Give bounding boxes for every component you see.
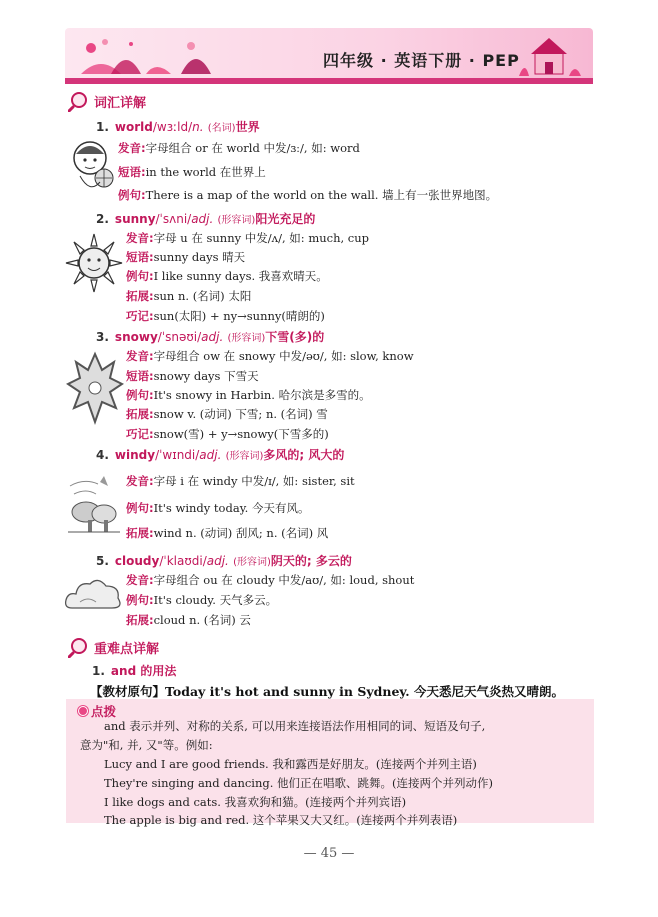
entry-row [118, 140, 360, 156]
row-label: 例句: [126, 388, 154, 402]
entry-title-windy [96, 446, 344, 463]
entry-meaning: 世界 [235, 120, 260, 134]
snowflake-icon [64, 350, 126, 430]
entry-word: world [114, 120, 153, 134]
entry-row [126, 525, 328, 541]
entry-number: 4. [96, 448, 109, 462]
row-label: 例句: [118, 188, 146, 202]
tip-line: Lucy and I are good friends. 我和露西是好朋友。(连接两个并列主语) [104, 757, 477, 771]
point-number: 1. [92, 664, 105, 678]
entry-word: cloudy [114, 554, 160, 568]
point-title [92, 662, 176, 679]
floral-decoration-icon [71, 34, 221, 78]
entry-row [126, 268, 328, 284]
sun-icon [64, 232, 124, 294]
entry-meaning: 阴天的; 多云的 [270, 554, 352, 568]
entry-row [118, 187, 497, 203]
entry-row [126, 500, 309, 516]
header-divider [65, 78, 593, 84]
tip-bullet-icon [78, 706, 88, 716]
entry-number: 2. [96, 212, 109, 226]
row-label: 短语: [126, 369, 154, 383]
page-header-title: 四年级 · 英语下册 · PEP [323, 51, 520, 70]
row-label: 发音: [118, 141, 146, 155]
magnifier-icon [68, 90, 90, 112]
entry-row [126, 473, 355, 489]
entry-row [126, 368, 259, 384]
row-text: 字母 u 在 sunny 中发/ʌ/, 如: much, cup [153, 231, 370, 245]
row-text: It's snowy in Harbin. 哈尔滨是多雪的。 [153, 388, 371, 402]
textbook-source-sentence: 【教材原句】Today it's hot and sunny in Sydney. 今天悉尼天气炎热又晴朗。 [90, 684, 564, 699]
row-label: 例句: [126, 593, 154, 607]
row-label: 巧记: [126, 427, 154, 441]
windy-tree-icon [64, 472, 124, 534]
girl-with-globe-icon [66, 136, 118, 196]
entry-row [126, 348, 414, 364]
key-section-title: 重难点详解 [94, 641, 160, 657]
entry-row [126, 249, 245, 265]
entry-pos: adj. [199, 448, 222, 462]
entry-row [126, 288, 251, 304]
row-text: wind n. (动词) 刮风; n. (名词) 风 [153, 526, 329, 540]
entry-pos: n. [192, 120, 204, 134]
row-label: 例句: [126, 501, 154, 515]
row-text: There is a map of the world on the wall. 墙上有一张世界地图。 [145, 188, 498, 202]
row-text: 字母组合 ow 在 snowy 中发/əʊ/, 如: slow, know [153, 349, 414, 363]
row-label: 拓展: [126, 613, 154, 627]
entry-pos-zh: (形容词) [227, 333, 266, 344]
vocab-section-title: 词汇详解 [94, 95, 147, 111]
entry-pos: adj. [206, 554, 229, 568]
row-label: 短语: [126, 250, 154, 264]
entry-title-cloudy [96, 552, 352, 569]
entry-row [126, 230, 369, 246]
entry-title-snowy [96, 328, 324, 345]
entry-number: 1. [96, 120, 109, 134]
entry-pos-zh: (形容词) [233, 557, 271, 568]
row-label: 拓展: [126, 407, 154, 421]
row-text: 字母组合 or 在 world 中发/ɜː/, 如: word [145, 141, 360, 155]
entry-pos: adj. [201, 330, 224, 344]
entry-word: snowy [114, 330, 158, 344]
entry-title-world [96, 118, 260, 135]
entry-word: sunny [114, 212, 156, 226]
page-number: — 45 — [303, 846, 355, 861]
entry-meaning: 多风的; 风大的 [263, 448, 345, 462]
tip-heading-text: 点拨 [91, 704, 117, 719]
row-text: It's cloudy. 天气多云。 [153, 593, 278, 607]
key-section-heading [68, 636, 159, 658]
entry-pos: adj. [191, 212, 214, 226]
page-header [65, 28, 593, 82]
row-text: sun(太阳) + ny→sunny(晴朗的) [153, 309, 325, 323]
vocab-section-heading [68, 90, 146, 112]
row-text: I like sunny days. 我喜欢晴天。 [153, 269, 328, 283]
entry-title-sunny [96, 210, 315, 227]
entry-number: 3. [96, 330, 109, 344]
row-label: 发音: [126, 231, 154, 245]
entry-row [126, 406, 328, 422]
row-label: 发音: [126, 349, 154, 363]
tip-line: 意为"和, 并, 又"等。例如: [80, 738, 213, 752]
entry-pronunciation: /wɜːld/ [152, 120, 193, 134]
cloud-icon [62, 574, 124, 614]
row-text: sun n. (名词) 太阳 [153, 289, 252, 303]
row-text: in the world 在世界上 [145, 165, 266, 179]
entry-pos-zh: (形容词) [217, 215, 256, 226]
point-title-text: and 的用法 [110, 664, 177, 678]
row-label: 例句: [126, 269, 154, 283]
row-text: snow(雪) + y→snowy(下雪多的) [153, 427, 329, 441]
entry-pronunciation: /ˈwɪndi/ [155, 448, 200, 462]
row-text: sunny days 晴天 [153, 250, 246, 264]
row-text: snowy days 下雪天 [153, 369, 259, 383]
entry-row [126, 572, 414, 588]
magnifier-icon [68, 636, 90, 658]
row-text: snow v. (动词) 下雪; n. (名词) 雪 [153, 407, 328, 421]
tip-line: and 表示并列、对称的关系, 可以用来连接语法作用相同的词、短语及句子, [104, 719, 486, 733]
row-label: 发音: [126, 474, 154, 488]
entry-pos-zh: (形容词) [225, 451, 264, 462]
row-text: 字母 i 在 windy 中发/ɪ/, 如: sister, sit [153, 474, 355, 488]
entry-meaning: 下雪(多)的 [265, 330, 325, 344]
entry-row [126, 426, 329, 442]
row-label: 巧记: [126, 309, 154, 323]
tip-line: The apple is big and red. 这个苹果又大又红。(连接两个并列表语) [104, 813, 458, 827]
tip-line: They're singing and dancing. 他们正在唱歌、跳舞。(连接两个并列动作) [104, 776, 494, 790]
entry-pronunciation: /ˈsnəʊi/ [157, 330, 202, 344]
entry-pronunciation: /ˈklaʊdi/ [159, 554, 207, 568]
entry-meaning: 阳光充足的 [255, 212, 316, 226]
row-text: 字母组合 ou 在 cloudy 中发/aʊ/, 如: loud, shout [153, 573, 415, 587]
row-label: 拓展: [126, 289, 154, 303]
row-text: It's windy today. 今天有风。 [153, 501, 310, 515]
entry-pronunciation: /ˈsʌni/ [155, 212, 192, 226]
tip-line: I like dogs and cats. 我喜欢狗和猫。(连接两个并列宾语) [104, 795, 407, 809]
entry-row [118, 164, 266, 180]
entry-row [126, 612, 251, 628]
entry-word: windy [114, 448, 156, 462]
entry-number: 5. [96, 554, 109, 568]
row-label: 短语: [118, 165, 146, 179]
entry-row [126, 308, 325, 324]
row-text: cloud n. (名词) 云 [153, 613, 251, 627]
entry-pos-zh: (名词) [207, 123, 236, 134]
row-label: 发音: [126, 573, 154, 587]
house-decoration-icon [515, 32, 585, 78]
entry-row [126, 387, 371, 403]
entry-row [126, 592, 277, 608]
row-label: 拓展: [126, 526, 154, 540]
